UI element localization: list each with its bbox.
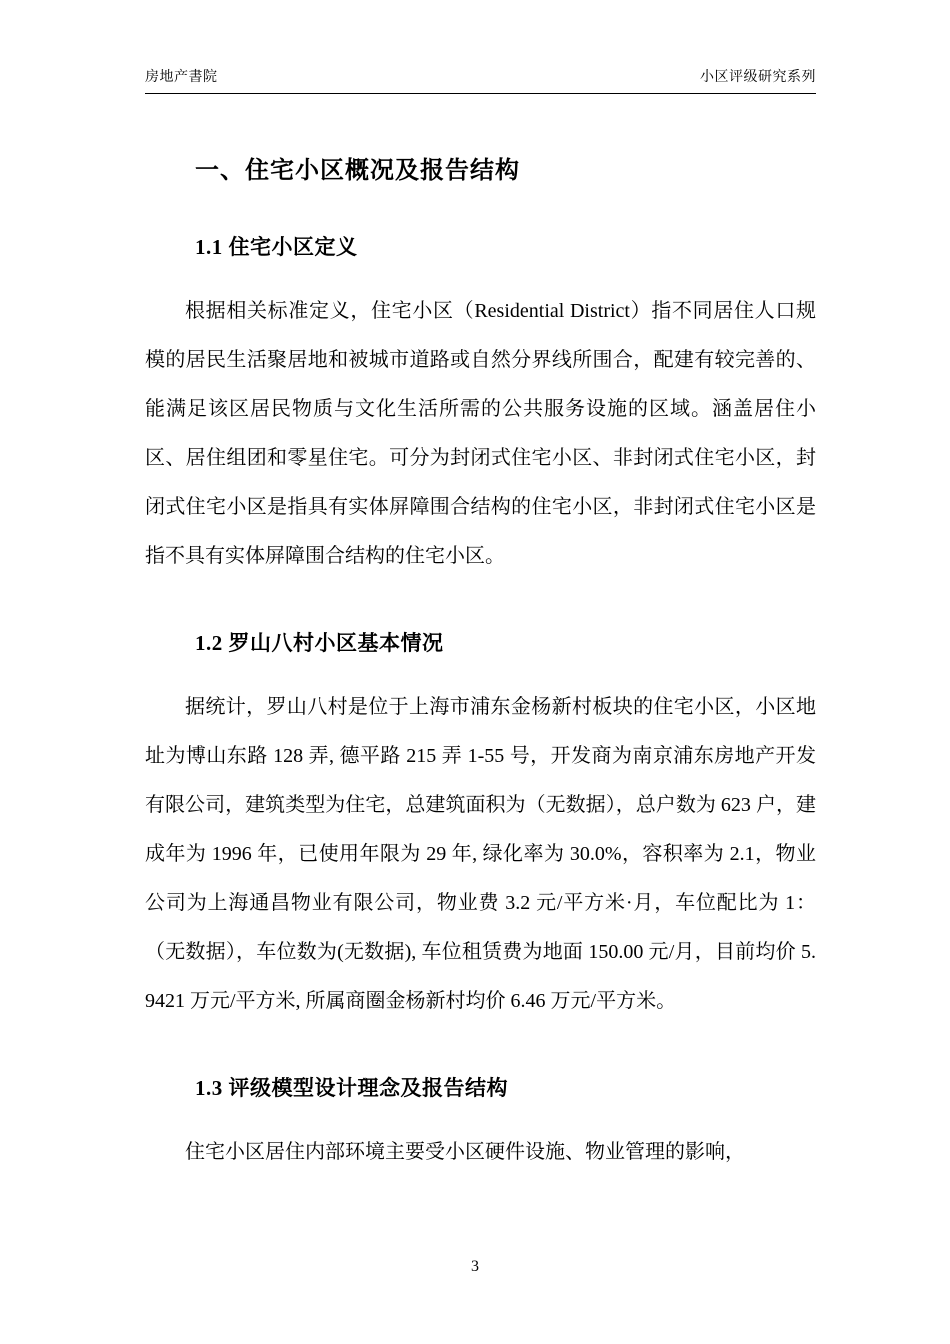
- section-heading-1-3: 1.3 评级模型设计理念及报告结构: [195, 1076, 508, 1100]
- document-body: [145, 150, 816, 1177]
- page-header: [145, 66, 816, 94]
- section-1-1-paragraph: 根据相关标准定义，住宅小区（Residential District）指不同居住人口规模的居民生活聚居地和被城市道路或自然分界线所围合，配建有较完善的、能满足该区居民物质与文化生活所需的公共服务设施的区域。涵盖居住小区、居住组团和零星住宅。可分为封闭式住宅小区、非封闭式住宅小区，封闭式住宅小区是指具有实体屏障围合结构的住宅小区，非封闭式住宅小区是指不具有实体屏障围合结构的住宅小区。: [145, 300, 816, 567]
- section-1-2-paragraph: 据统计，罗山八村是位于上海市浦东金杨新村板块的住宅小区，小区地址为博山东路 128 弄, 德平路 215 弄 1-55 号，开发商为南京浦东房地产开发有限公司，建筑类型为住宅，总建筑面积为（无数据），总户数为 623 户，建成年为 1996 年，已使用年限为 29 年, 绿化率为 30.0%，容积率为 2.1，物业公司为上海通昌物业有限公司，物业费 3.2 元/平方米·月，车位配比为 1：（无数据），车位数为(无数据), 车位租赁费为地面 150.00 元/月，目前均价 5.9421 万元/平方米, 所属商圈金杨新村均价 6.46 万元/平方米。: [145, 696, 816, 1012]
- section-heading-1-1: 1.1 住宅小区定义: [195, 235, 358, 259]
- header-left-text: 房地产書院: [145, 70, 218, 85]
- section-1-3-paragraph: 住宅小区居住内部环境主要受小区硬件设施、物业管理的影响，: [185, 1141, 745, 1163]
- page-number: 3: [471, 1258, 479, 1275]
- chapter-title: 一、住宅小区概况及报告结构: [195, 158, 520, 184]
- page-footer: [0, 1258, 950, 1276]
- section-heading-1-2: 1.2 罗山八村小区基本情况: [195, 631, 444, 655]
- header-right-text: 小区评级研究系列: [700, 70, 816, 85]
